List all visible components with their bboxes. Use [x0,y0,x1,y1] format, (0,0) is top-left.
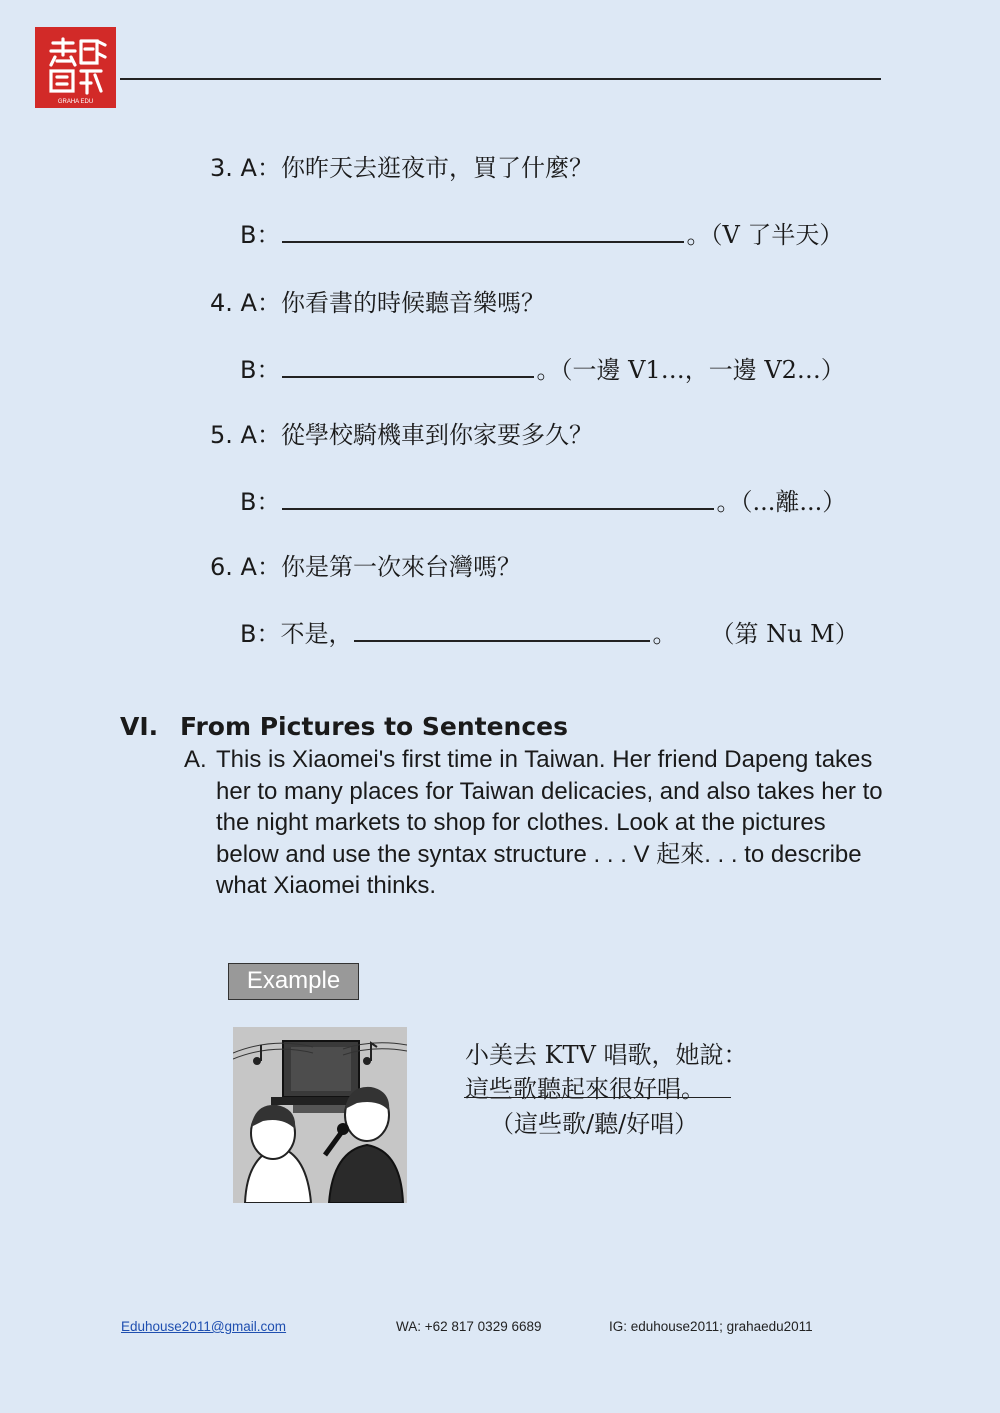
speaker-a-label: A： [240,421,281,449]
example-label: Example [228,963,359,1000]
answer-blank[interactable] [282,486,714,510]
ktv-illustration-icon [233,1027,407,1203]
part-letter: A. [184,746,207,773]
example-answer-underline [464,1097,731,1098]
ktv-singing-picture [233,1027,407,1203]
question-6-b [240,618,859,649]
question-number: 3. [210,154,233,182]
answer-period: 。 [652,620,677,648]
instructions-text: This is Xiaomei's first time in Taiwan. Her friend Dapeng takes her to many places for Taiwan delicacies, and also takes her to the night markets to shop for clothes. Look at the pictures below and use the syntax structure . . . V 起來. . . to describe what Xiaomei thinks. [216,746,883,899]
speaker-a-label: A： [240,553,281,581]
example-line-1: 小美去 KTV 唱歌，她說： [465,1041,748,1069]
footer-whatsapp: WA: +62 817 0329 6689 [396,1319,542,1334]
question-number: 4. [210,289,233,317]
question-number: 5. [210,421,233,449]
logo-seal-icon [35,27,116,108]
answer-period: 。 [716,488,741,516]
syntax-hint: （V 了半天） [710,221,844,249]
speaker-b-label: B： [240,221,281,249]
graha-edu-logo [35,27,116,108]
question-text: 從學校騎機車到你家要多久？ [280,421,593,449]
answer-prefix: 不是， [280,620,353,648]
section-title: From Pictures to Sentences [180,712,569,741]
answer-blank[interactable] [354,618,650,642]
question-5-a [210,420,593,450]
example-hint: （這些歌/聽/好唱） [490,1110,699,1138]
syntax-hint: （一邊 V1…，一邊 V2…） [560,356,845,384]
answer-period: 。 [686,221,711,249]
footer-email[interactable] [121,1319,286,1334]
question-text: 你看書的時候聽音樂嗎？ [280,289,545,317]
speaker-b-label: B： [240,488,281,516]
example-answer: 這些歌聽起來很好唱。 [465,1075,705,1103]
question-3-b [240,219,843,250]
speaker-b-label: B： [240,620,281,648]
syntax-hint: （第 Nu M） [722,620,859,648]
speaker-a-label: A： [240,289,281,317]
question-5-b [240,486,846,517]
question-text: 你是第一次來台灣嗎？ [280,553,521,581]
answer-period: 。 [536,356,561,384]
question-6-a [210,552,521,582]
answer-blank[interactable] [282,354,534,378]
svg-text:GRAHA EDU: GRAHA EDU [57,99,94,105]
section-heading [120,712,568,741]
speaker-b-label: B： [240,356,281,384]
question-4-a [210,288,545,318]
footer-instagram: IG: eduhouse2011; grahaedu2011 [609,1319,813,1334]
question-4-b [240,354,845,385]
syntax-hint: （...離...） [740,488,847,516]
email-link[interactable]: Eduhouse2011@gmail.com [121,1319,287,1334]
instructions-paragraph [184,744,884,902]
answer-blank[interactable] [282,219,684,243]
header-rule [120,78,881,80]
speaker-a-label: A： [240,154,281,182]
question-number: 6. [210,553,233,581]
question-text: 你昨天去逛夜市，買了什麼？ [280,154,593,182]
question-3-a [210,153,593,183]
section-number: VI. [120,712,159,741]
